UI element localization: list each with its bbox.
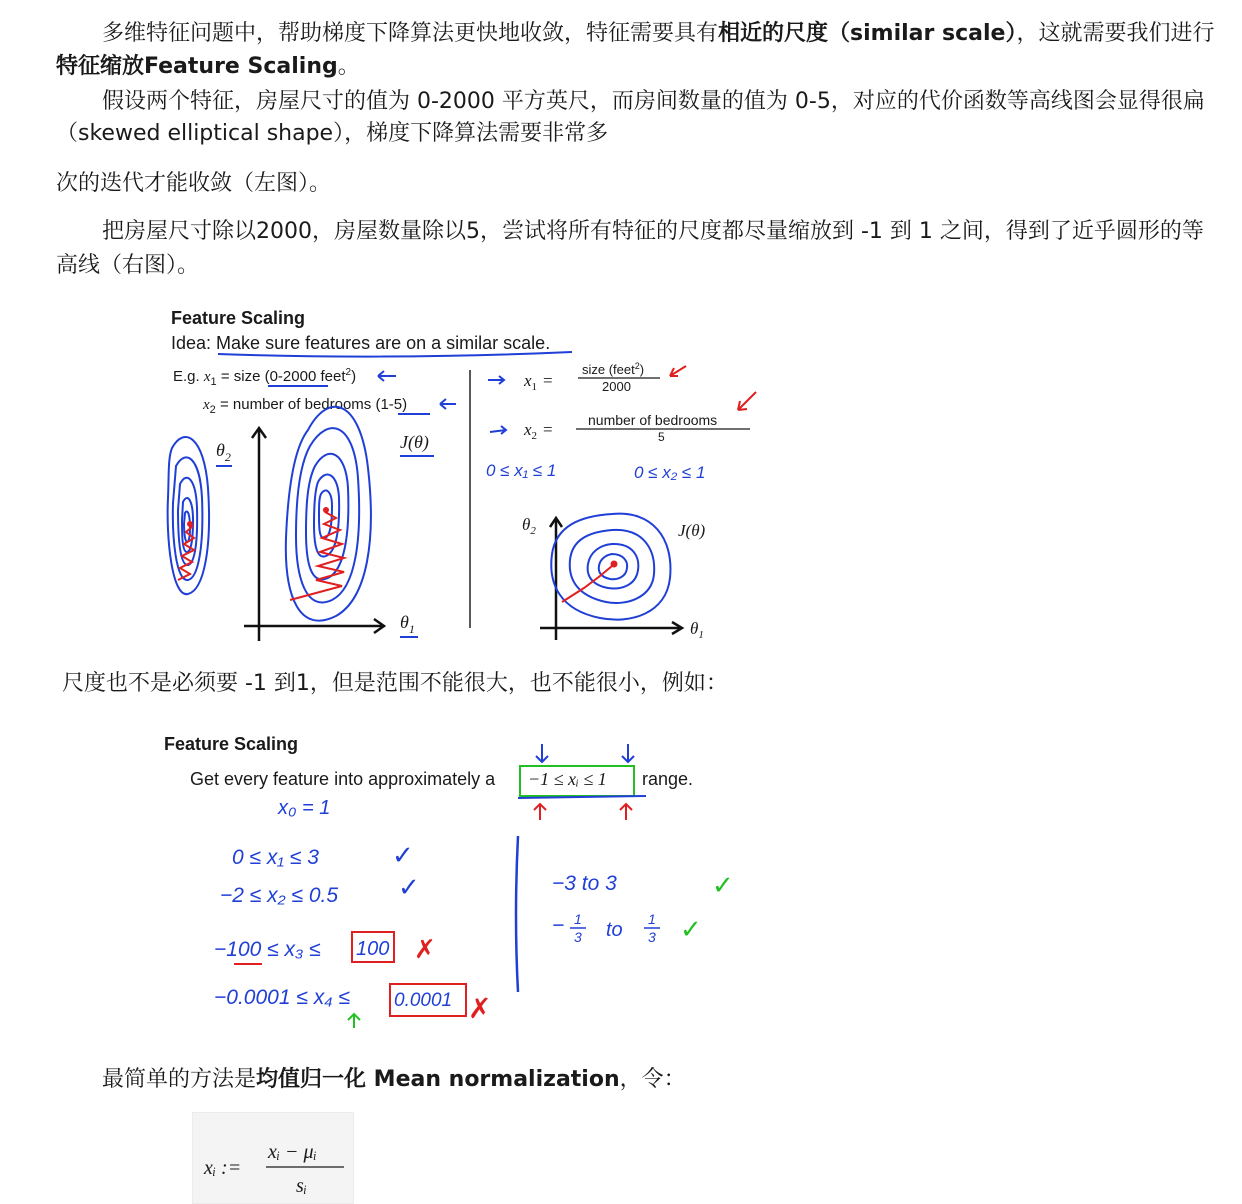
x2-range: 1-5 [380,396,403,413]
right-cost-label: J(θ) [678,521,706,540]
good2-minus: − [552,914,565,937]
left-cost-label: J(θ) [400,432,429,452]
good-range-1: −3 to 3 [552,872,617,895]
ok-range-1: 0 ≤ x₁ ≤ 3 [232,846,319,869]
feature-scaling-bold: 特征缩放Feature Scaling [56,54,338,79]
left-ylabel [216,440,231,464]
x1-sub: 1 [210,376,217,388]
scaled-x2-sub: 2 [531,430,538,442]
scaled-x1-arrow-icon [488,376,504,384]
similar-scale-bold: 相近的尺度（similar scale） [718,21,1017,46]
right-xlabel-theta: θ [690,619,699,638]
narrow-contours [168,437,209,594]
x1-close: ) [351,368,357,385]
left-xlabel-theta: θ [400,612,409,632]
right-ylabel-theta: θ [522,515,531,534]
mean-normalization-formula [192,1112,352,1202]
slide2-range-word: range. [642,769,694,789]
x2-arrow-icon [440,399,456,409]
good2-num-right: 1 [648,911,656,927]
slide1-x1-line [173,367,356,388]
scaled-x1-num-text: size (feet [582,362,635,377]
slide1-x2-line [202,396,407,416]
bad-range-1: −100 ≤ x₃ ≤ [214,938,321,961]
formula-den: sᵢ [296,1175,307,1197]
feature-scaling-figure-2 [160,726,760,1032]
eg-prefix: E.g. [173,368,204,385]
intro-text-end: ，这就需要我们进行 [1016,21,1215,46]
intro-line-1 [102,18,1214,50]
note-line: 尺度也不是必须要 -1 到1，但是范围不能很大，也不能很小，例如： [62,671,728,696]
range-x2: 0 ≤ x₂ ≤ 1 [634,463,706,482]
left-ylabel-theta: θ [216,440,225,460]
scaled-x1-check [670,366,686,376]
x1-sup: 2 [345,367,352,378]
x1-arrow-icon [378,371,396,381]
x1-var: x [203,369,211,385]
feature-scaling-figure-1 [160,298,780,648]
scaled-x1-den: 2000 [602,379,631,394]
up-arrow-right-icon [620,804,632,820]
circular-minimum-dot [611,561,618,568]
right-ylabel-sub: 2 [530,525,536,537]
slide2-title: Feature Scaling [164,734,299,754]
bad-cross-2: ✗ [468,993,492,1024]
right-xlabel-sub: 1 [698,629,704,641]
narrow-minimum-dot [187,521,193,527]
assumption-line-3: 次的迭代才能收敛（左图）。 [56,171,332,196]
down-arrow-right-icon [622,744,634,762]
left-xlabel [400,612,415,636]
scaled-x1-num-close: ) [639,362,645,377]
scaled-x2-lhs [523,420,553,442]
x2-close: ) [402,396,408,413]
assumption-line-1: 假设两个特征，房屋尺寸的值为 0-2000 平方英尺，而房间数量的值为 0-5，对应的代价函数等高线图会显得很扁 [102,89,1205,114]
good-range-2 [552,911,660,945]
scaled-x2-eq: = [543,420,553,439]
good-check-1: ✓ [712,870,734,900]
x2-desc: = number of bedrooms ( [215,396,381,413]
mean-norm-bold: 均值归一化 Mean normalization [256,1067,620,1092]
good-check-2: ✓ [680,914,702,944]
scaled-x1-lhs [523,371,553,393]
scaled-x2-check [738,392,756,410]
bad-cross-1: ✗ [414,934,436,964]
scaled-x1-sub: 1 [531,381,538,393]
slide1-idea-line [171,333,550,353]
scaling-line-1: 把房屋尺寸除以2000，房屋数量除以5，尝试将所有特征的尺度都尽量缩放到 -1 到 1 之间，得到了近乎圆形的等 [102,219,1204,244]
left-ylabel-sub: 2 [224,450,231,464]
up-arrow-left-icon [534,804,546,820]
x4-up-arrow-icon [348,1014,360,1028]
bad-range-2: −0.0001 ≤ x₄ ≤ [214,986,350,1009]
scaled-x1-var: x [524,371,532,390]
scaled-x1-num-sup: 2 [634,361,640,371]
elongated-descent-path [290,512,344,600]
ok-check-2: ✓ [398,872,420,902]
good2-den-right: 3 [648,929,656,945]
slide1-idea-prefix: Idea: [171,333,217,353]
ok-check-1: ✓ [392,840,414,870]
bad1-box-value: 100 [356,938,390,960]
slide2-divider [516,836,518,992]
range-x1: 0 ≤ x₁ ≤ 1 [486,461,557,480]
intro-period: 。 [337,54,360,79]
scaled-x2-den: 5 [658,430,665,444]
right-xlabel [690,619,704,641]
left-xlabel-sub: 1 [408,622,415,636]
assumption-line-2: （skewed elliptical shape），梯度下降算法需要非常多 [56,121,609,146]
slide2-range-expr: −1 ≤ xᵢ ≤ 1 [528,769,607,789]
scaled-x2-arrow-icon [490,426,506,434]
good2-den-left: 3 [574,929,582,945]
scaling-line-2: 高线（右图）。 [56,253,200,278]
x0-handwritten: x₀ = 1 [278,797,331,819]
x1-range: 0-2000 [269,368,317,385]
slide2-text: Get every feature into approximately a [190,769,496,789]
formula-lhs: xᵢ := [204,1157,242,1179]
intro-line-2 [56,51,360,83]
scaled-x2-num: number of bedrooms [588,412,718,428]
x1-desc: = size ( [216,368,270,385]
scaled-x1-eq: = [543,371,553,390]
x2-sub: 2 [209,404,216,416]
intro-text: 多维特征问题中，帮助梯度下降算法更快地收敛，特征需要具有 [102,21,719,46]
x2-var: x [203,397,210,413]
good2-num-left: 1 [574,911,582,927]
mean-norm-pre: 最简单的方法是 [102,1067,257,1092]
mean-norm-line [102,1064,686,1096]
elongated-minimum-dot [323,507,329,513]
right-ylabel [522,515,536,537]
bad2-box-value: 0.0001 [394,990,453,1011]
good2-to: to [606,919,623,941]
mean-norm-post: ，令： [619,1067,686,1092]
scaled-x2-var: x [524,420,532,439]
down-arrow-left-icon [536,744,548,762]
ok-range-2: −2 ≤ x₂ ≤ 0.5 [220,884,339,907]
slide1-idea: Make sure features are on a similar scale. [216,333,551,353]
formula-num: xᵢ − μᵢ [268,1141,317,1163]
x1-unit: feet [316,368,346,385]
slide1-title: Feature Scaling [171,308,306,328]
scaled-x1-num [582,361,644,377]
